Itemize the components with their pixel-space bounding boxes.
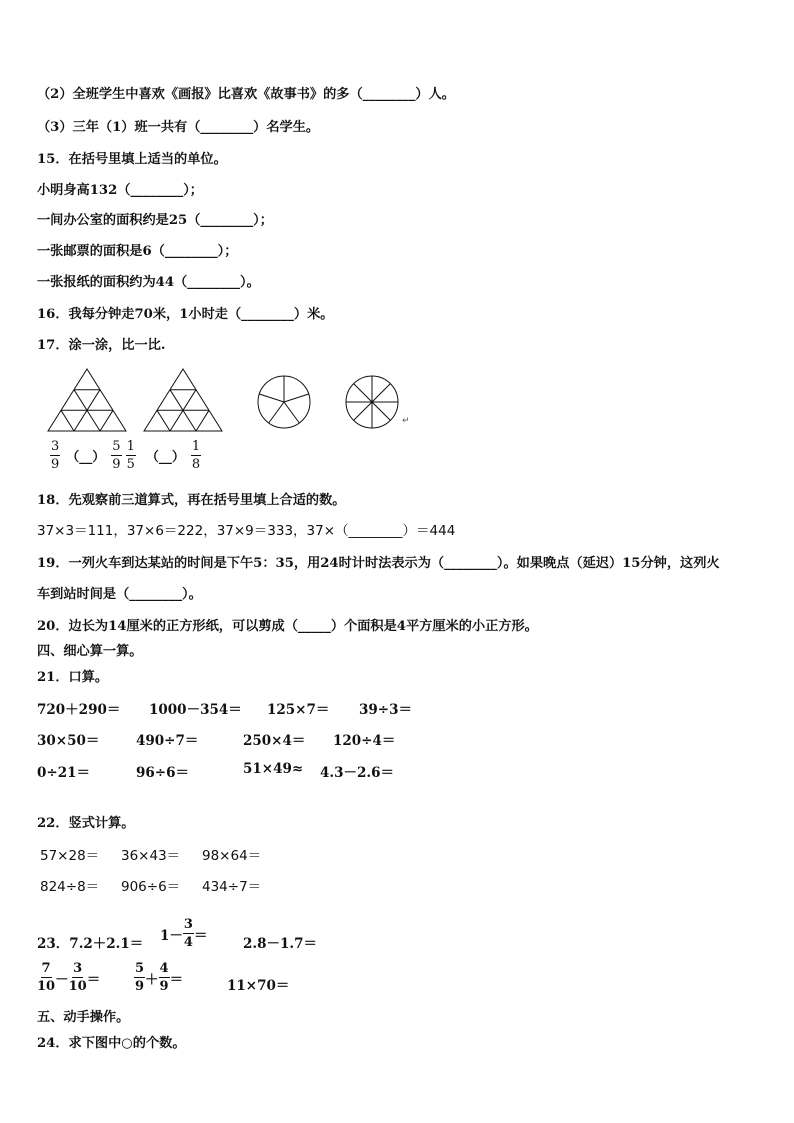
q21-title: 21．口算。 — [37, 670, 109, 685]
q15-line1: 小明身高132（________）； — [37, 183, 203, 198]
q21-r2-c2: 490÷7＝ — [136, 733, 199, 749]
q19-line2: 车到站时间是（________）。 — [37, 587, 202, 602]
q15-line3: 一张邮票的面积是6（________）； — [37, 244, 238, 259]
fraction-5-9: $\frac{5}{9}$ — [112, 439, 121, 472]
q22-r2-c1: 824÷8＝ — [40, 879, 100, 895]
q20: 20．边长为14厘米的正方形纸，可以剪成（_____）个面积是4平方厘米的小正方形。 — [37, 619, 538, 634]
q14-part2: （2）全班学生中喜欢《画报》比喜欢《故事书》的多（________）人。 — [37, 87, 455, 102]
compare-blank-2: （__） — [145, 450, 185, 465]
q21-r1-c2: 1000－354＝ — [149, 702, 242, 718]
fraction-3-10: $\frac{3}{10}$ — [68, 961, 87, 994]
q21-r1-c4: 39÷3＝ — [359, 702, 412, 718]
q21-r3-c3: 51×49≈ — [243, 761, 304, 777]
triangle-figure-1 — [47, 368, 127, 432]
q23-expr1: 7.2＋2.1＝ — [69, 936, 144, 952]
q23-expr5: $\frac{5}{9}$ ＋ $\frac{4}{9}$ ＝ — [135, 961, 184, 994]
q15-line4: 一张报纸的面积约为44（________）。 — [37, 275, 260, 290]
q17-title: 17．涂一涂，比一比. — [37, 338, 166, 353]
section-four-title: 四、细心算一算。 — [37, 644, 143, 659]
fraction-5-9: $\frac{5}{9}$ — [135, 961, 145, 994]
q23-expr6: 11×70＝ — [227, 978, 290, 994]
q16: 16．我每分钟走70米，1小时走（________）米。 — [37, 307, 334, 322]
q21-r2-c1: 30×50＝ — [37, 733, 100, 749]
q19-line1: 19．一列火车到达某站的时间是下午5：35，用24时计时法表示为（________）。如果晚点（延迟）15分钟，这列火 — [37, 556, 720, 571]
q21-r2-c3: 250×4＝ — [243, 733, 306, 749]
q22-title: 22．竖式计算。 — [37, 816, 135, 831]
q22-r1-c1: 57×28＝ — [40, 848, 100, 864]
q21-r1-c3: 125×7＝ — [267, 702, 330, 718]
q15-title: 15．在括号里填上适当的单位。 — [37, 152, 227, 167]
q22-r2-c2: 906÷6＝ — [121, 879, 181, 895]
triangle-figure-2 — [143, 368, 223, 432]
q14-part3: （3）三年（1）班一共有（________）名学生。 — [37, 120, 320, 135]
compare-blank-1: （__） — [66, 450, 106, 465]
fraction-4-9: $\frac{4}{9}$ — [159, 961, 169, 994]
q21-r3-c2: 96÷6＝ — [136, 765, 189, 781]
q15-line2: 一间办公室的面积约是25（________）； — [37, 213, 273, 228]
fraction-3-4: $\frac{3}{4}$ — [183, 917, 193, 950]
q23-label: 23．7.2＋2.1＝ — [37, 936, 144, 952]
q23-expr3: 2.8－1.7＝ — [243, 936, 317, 952]
fraction-3-9: $\frac{3}{9}$ — [51, 439, 60, 472]
return-mark: ↵ — [402, 416, 410, 426]
fraction-1-8: $\frac{1}{8}$ — [191, 439, 201, 472]
q22-r2-c3: 434÷7＝ — [202, 879, 262, 895]
q21-r3-c1: 0÷21＝ — [37, 765, 90, 781]
q23-expr2: 1－ $\frac{3}{4}$ ＝ — [160, 917, 208, 950]
q21-r2-c4: 120÷4＝ — [333, 733, 396, 749]
q22-r1-c3: 98×64＝ — [202, 848, 262, 864]
q17-fraction-row — [50, 440, 201, 471]
section-five-title: 五、动手操作。 — [37, 1010, 130, 1025]
fraction-7-10: $\frac{7}{10}$ — [37, 961, 56, 994]
q21-r1-c1: 720＋290＝ — [37, 702, 121, 718]
q24: 24．求下图中○的个数。 — [37, 1036, 186, 1051]
q18-title: 18．先观察前三道算式，再在括号里填上合适的数。 — [37, 493, 346, 508]
q23-expr4: $\frac{7}{10}$ － $\frac{3}{10}$ ＝ — [37, 961, 101, 994]
circle-eight-parts — [344, 374, 400, 430]
q22-r1-c2: 36×43＝ — [121, 848, 181, 864]
fraction-1-5: $\frac{1}{5}$ — [126, 439, 135, 472]
circle-five-parts — [256, 374, 312, 430]
q21-r3-c4: 4.3－2.6＝ — [320, 765, 394, 781]
q18-expression: 37×3＝111，37×6＝222，37×9＝333，37×（________）＝444 — [37, 523, 456, 539]
